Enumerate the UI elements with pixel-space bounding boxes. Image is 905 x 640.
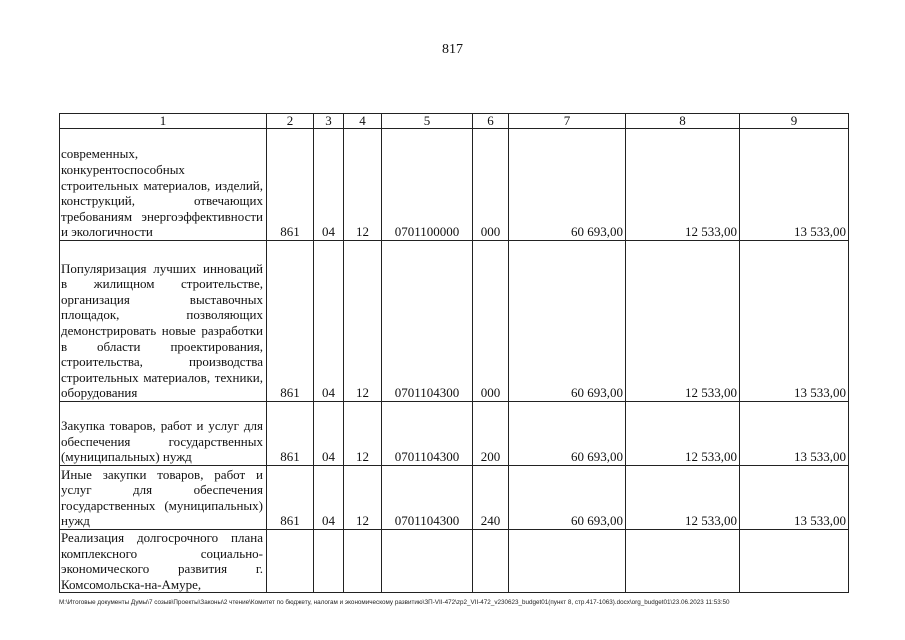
row-amount-3: 13 533,00 <box>740 129 849 241</box>
row-code: 861 <box>267 402 314 466</box>
row-amount-3 <box>740 530 849 593</box>
row-expense-type: 240 <box>473 466 509 530</box>
row-target: 0701104300 <box>382 241 473 402</box>
row-section: 04 <box>314 129 344 241</box>
header-cell: 5 <box>382 114 473 129</box>
row-target: 0701104300 <box>382 466 473 530</box>
row-subsection: 12 <box>344 466 382 530</box>
row-code: 861 <box>267 466 314 530</box>
row-section <box>314 530 344 593</box>
table-row <box>60 530 849 593</box>
row-amount-1: 60 693,00 <box>509 402 626 466</box>
row-amount-1: 60 693,00 <box>509 129 626 241</box>
row-section: 04 <box>314 241 344 402</box>
row-code <box>267 530 314 593</box>
row-amount-2: 12 533,00 <box>626 241 740 402</box>
table-row <box>60 241 849 402</box>
row-code: 861 <box>267 241 314 402</box>
row-amount-1: 60 693,00 <box>509 241 626 402</box>
budget-table <box>59 113 849 593</box>
row-code: 861 <box>267 129 314 241</box>
table-row <box>60 466 849 530</box>
row-description: современных, конкурентоспособных строительных материалов, изделий, конструкций, отвечающих требованиям энергоэффективности и экологичности <box>60 129 267 241</box>
row-subsection: 12 <box>344 129 382 241</box>
row-amount-1: 60 693,00 <box>509 466 626 530</box>
row-subsection: 12 <box>344 241 382 402</box>
row-amount-1 <box>509 530 626 593</box>
row-description: Популяризация лучших инноваций в жилищном строительстве, организация выставочных площадок, позволяющих демонстрировать новые разработки в области проектирования, строительства, производства строительных материалов, техники, оборудования <box>60 241 267 402</box>
table-header-row <box>60 114 849 129</box>
table-row <box>60 402 849 466</box>
table-row <box>60 129 849 241</box>
row-expense-type <box>473 530 509 593</box>
header-cell: 3 <box>314 114 344 129</box>
row-amount-2: 12 533,00 <box>626 129 740 241</box>
row-description: Реализация долгосрочного плана комплексного социально-экономического развития г. Комсомольска-на-Амуре, <box>60 530 267 593</box>
row-amount-3: 13 533,00 <box>740 466 849 530</box>
row-amount-3: 13 533,00 <box>740 241 849 402</box>
header-cell: 9 <box>740 114 849 129</box>
row-expense-type: 200 <box>473 402 509 466</box>
header-cell: 7 <box>509 114 626 129</box>
row-expense-type: 000 <box>473 241 509 402</box>
header-cell: 4 <box>344 114 382 129</box>
row-target <box>382 530 473 593</box>
row-amount-2: 12 533,00 <box>626 466 740 530</box>
row-description: Закупка товаров, работ и услуг для обеспечения государственных (муниципальных) нужд <box>60 402 267 466</box>
document-path-footer: M:\Итоговые документы Думы\7 созыв\Проекты\Законы\2 чтение\Комитет по бюджету, налогам и экономическому развитию\ЗП-VII-472\zp2_VII-472_v230623_budget01(пункт 8, стр.417-1063).docx\org_budget01\23.06.2023 11:53:50 <box>59 599 730 606</box>
row-expense-type: 000 <box>473 129 509 241</box>
page-number: 817 <box>442 42 463 57</box>
row-section: 04 <box>314 466 344 530</box>
header-cell: 2 <box>267 114 314 129</box>
row-description: Иные закупки товаров, работ и услуг для обеспечения государственных (муниципальных) нужд <box>60 466 267 530</box>
row-section: 04 <box>314 402 344 466</box>
row-subsection: 12 <box>344 402 382 466</box>
row-subsection <box>344 530 382 593</box>
row-amount-2: 12 533,00 <box>626 402 740 466</box>
header-cell: 8 <box>626 114 740 129</box>
row-target: 0701100000 <box>382 129 473 241</box>
header-cell: 6 <box>473 114 509 129</box>
row-target: 0701104300 <box>382 402 473 466</box>
row-amount-2 <box>626 530 740 593</box>
header-cell: 1 <box>60 114 267 129</box>
row-amount-3: 13 533,00 <box>740 402 849 466</box>
